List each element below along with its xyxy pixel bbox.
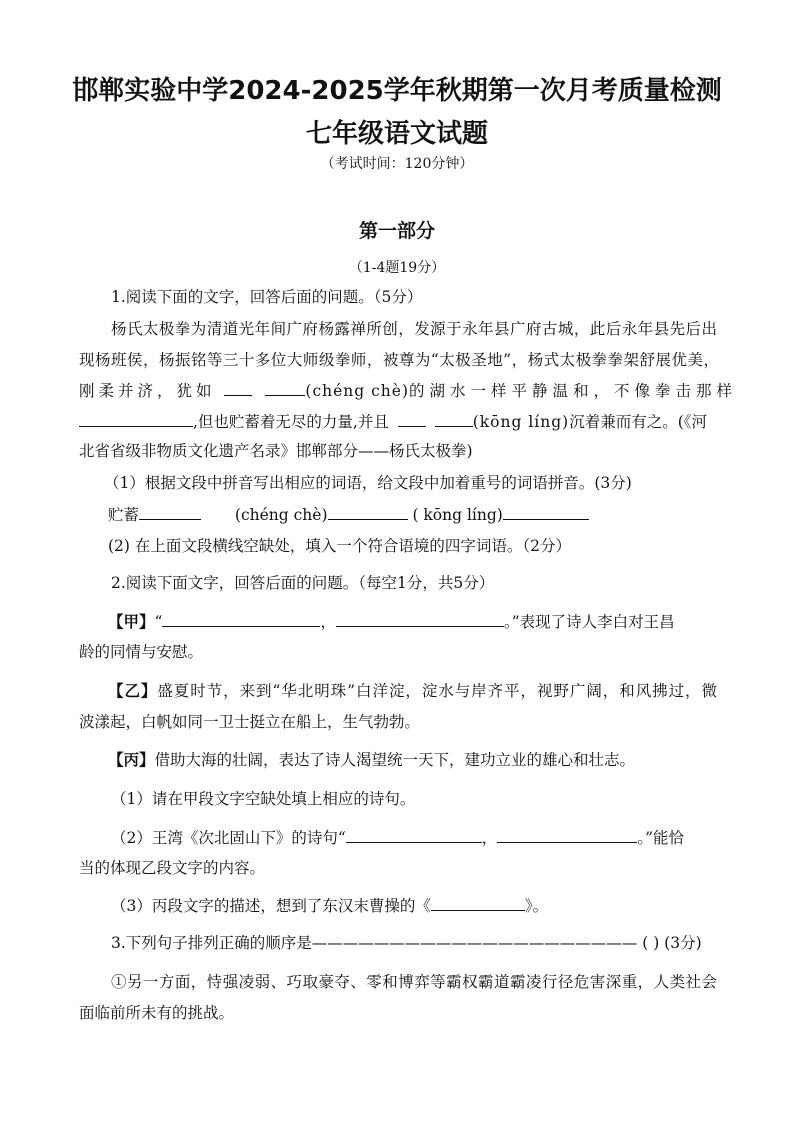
q2-yi-text: 盛夏时节，来到“华北明珠”白洋淀，淀水与岸齐平，视野广阔，和风拂过，微 — [157, 682, 717, 700]
q2-sub2-blank-2[interactable] — [497, 826, 637, 843]
q2-sub1: （1）请在甲段文字空缺处填上相应的诗句。 — [111, 790, 416, 808]
q1-passage-line-5: 北省省级非物质文化遗产名录》邯郸部分——杨氏太极拳) — [79, 442, 473, 460]
q1-text: 的湖水一样平静温和，不像拳击那样 — [409, 382, 738, 400]
q2-comma: ， — [481, 829, 498, 847]
q2-yi-line-1 — [108, 680, 717, 702]
q1-answer-word: 贮蓄 — [108, 506, 140, 524]
q1-answer-blank-3[interactable] — [503, 503, 589, 520]
q1-text: 沉着兼而有之。(《河 — [569, 413, 708, 431]
q2-bing-text: 借助大海的壮阔，表达了诗人渴望统一天下，建功立业的雄心和壮志。 — [154, 751, 636, 769]
q1-blank-kongling-2[interactable] — [435, 410, 473, 427]
q2-jia — [108, 610, 748, 633]
q2-stem: 2.阅读下面文字，回答后面的问题。（每空1分，共5分） — [111, 574, 495, 592]
exam-title: 邯郸实验中学2024-2025学年秋期第一次月考质量检测 — [72, 76, 722, 106]
exam-subtitle: 七年级语文试题 — [305, 119, 488, 149]
q1-blank-kongling-1[interactable] — [398, 410, 426, 427]
q2-sub3-close: 》。 — [524, 897, 549, 915]
q3-stem: 3.下列句子排列正确的顺序是————————————————————— ( ) (3分) — [111, 934, 702, 952]
q2-yi-line-2: 波漾起，白帆如同一卫士挺立在船上，生气勃勃。 — [79, 713, 421, 731]
q2-jia-close: 。”表现了诗人李白对王昌 — [503, 613, 675, 631]
q2-quote: “ — [154, 613, 163, 631]
q2-sub2-cont: 当的体现乙段文字的内容。 — [79, 859, 266, 877]
q2-jia-blank-2[interactable] — [336, 610, 504, 627]
q2-yi-label: 【乙】 — [108, 682, 158, 700]
q1-answer-blank-1[interactable] — [139, 503, 201, 520]
q1-text: 刚柔并济，犹如 — [79, 382, 216, 400]
q2-sub3 — [111, 894, 751, 917]
q1-blank-fourchar[interactable] — [79, 410, 193, 427]
q1-blank-chengche-2[interactable] — [265, 379, 305, 396]
q1-answer-blank-2[interactable] — [328, 503, 408, 520]
q1-stem: 1.阅读下面的文字，回答后面的问题。（5分） — [111, 288, 423, 306]
q1-answer-row — [108, 503, 748, 526]
q2-jia-blank-1[interactable] — [162, 610, 320, 627]
q1-pinyin-kongling: (kōng líng) — [472, 413, 570, 431]
q2-sub3-blank[interactable] — [431, 894, 525, 911]
q2-bing — [108, 749, 748, 771]
q2-sub2-close: 。”能恰 — [637, 829, 684, 847]
q2-comma: ， — [320, 613, 336, 631]
q2-jia-cont: 龄的同情与安慰。 — [79, 643, 204, 661]
q1-blank-chengche-1[interactable] — [224, 379, 252, 396]
part-subheading: （1-4题19分） — [348, 260, 446, 276]
q1-answer-pinyin-2: ( kōng líng) — [412, 506, 503, 524]
q2-sub2-text: （2）王湾《次北固山下》的诗句“ — [111, 829, 346, 847]
q3-item1-line-1: ①另一方面，恃强凌弱、巧取豪夺、零和博弈等霸权霸道霸凌行径危害深重，人类社会 — [111, 973, 717, 991]
q1-passage-line-1: 杨氏太极拳为清道光年间广府杨露禅所创，发源于永年县广府古城，此后永年县先后出 — [111, 320, 717, 338]
q1-passage-line-4 — [79, 410, 719, 433]
q1-passage-line-2: 现杨班侯，杨振铭等三十多位大师级拳师，被尊为“太极圣地”，杨式太极拳拳架舒展优美， — [79, 351, 719, 369]
q2-jia-label: 【甲】 — [108, 613, 155, 631]
exam-time: （考试时间：120分钟） — [320, 156, 474, 172]
part-heading: 第一部分 — [358, 220, 435, 242]
q2-sub2-blank-1[interactable] — [346, 826, 482, 843]
q1-answer-pinyin-1: (chéng chè) — [234, 506, 328, 524]
q2-sub3-text: （3）丙段文字的描述，想到了东汉末曹操的《 — [111, 897, 431, 915]
q3-item1-line-2: 面临前所未有的挑战。 — [79, 1004, 235, 1022]
q1-sub1: （1）根据文段中拼音写出相应的词语，给文段中加着重号的词语拼音。(3分) — [104, 474, 632, 492]
q1-pinyin-chengche: (chéng chè) — [305, 382, 409, 400]
q1-passage-line-3 — [79, 379, 738, 402]
q2-bing-label: 【丙】 — [108, 751, 155, 769]
q1-sub2: (2) 在上面文段横线空缺处，填入一个符合语境的四字词语。（2分） — [108, 537, 571, 555]
q2-sub2 — [111, 826, 751, 849]
q1-text: ,但也贮蓄着无尽的力量,并且 — [193, 413, 389, 431]
